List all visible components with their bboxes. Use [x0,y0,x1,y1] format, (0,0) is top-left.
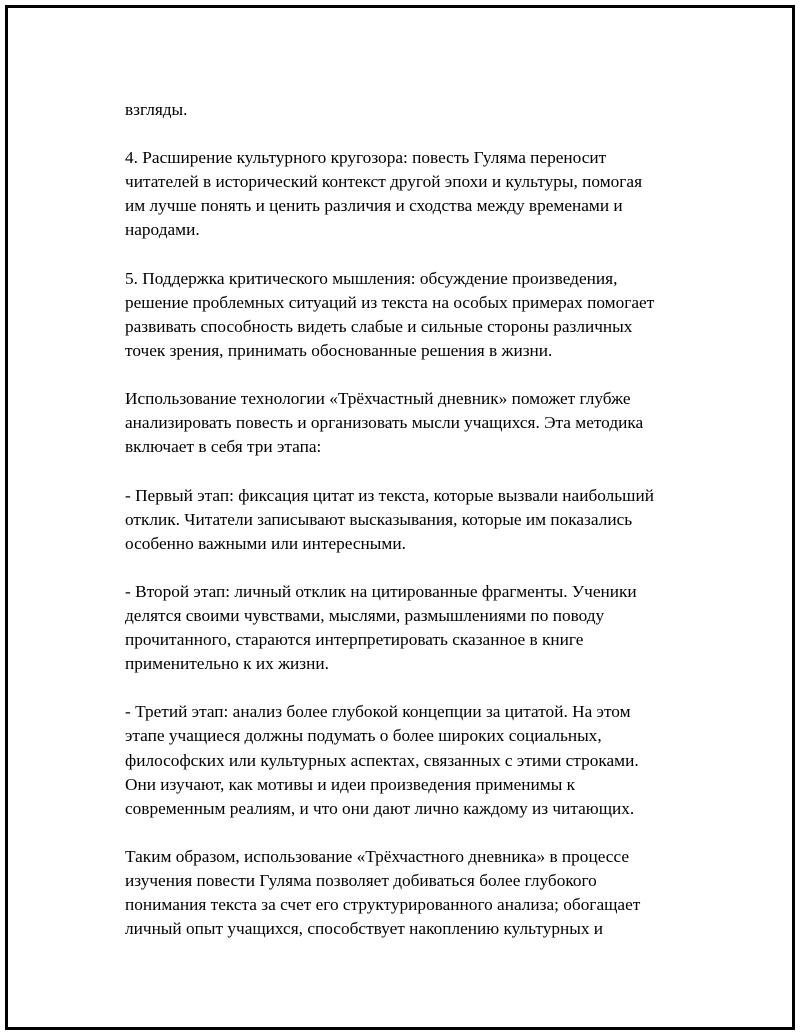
text-line: взгляды. [125,100,188,119]
text-line: точек зрения, принимать обоснованные решения в жизни. [125,340,553,360]
text-line: философских или культурных аспектах, связанных с этими строками. [125,750,639,770]
paragraph-stage-1 [125,484,705,556]
text-line: - Второй этап: личный отклик на цитированные фрагменты. Ученики [125,581,637,601]
text-line: этапе учащиеся должны подумать о более широких социальных, [125,726,602,746]
text-line: Использование технологии «Трёхчастный дневник» поможет глубже [125,389,631,409]
paragraph-stage-3 [125,700,705,820]
text-line: изучения повести Гуляма позволяет добиваться более глубокого [125,871,597,890]
text-line: прочитанного, стараются интерпретировать сказанное в книге [125,630,584,650]
text-line: им лучше понять и ценить различия и сходства между временами и [125,196,623,216]
paragraph-method-intro [125,387,705,459]
text-line: решение проблемных ситуаций из текста на особых примерах помогает [125,292,655,312]
text-line: включает в себя три этапа: [125,437,322,457]
page-frame [5,5,795,1030]
text-line: современным реалиям, и что они дают лично каждому из читающих. [125,798,635,818]
text-line: развивать способность видеть слабые и сильные стороны различных [125,316,633,336]
paragraph-point-4 [125,146,705,242]
text-line: народами. [125,220,200,240]
document-body [125,98,705,941]
text-line: - Первый этап: фиксация цитат из текста, которые вызвали наибольший [125,485,654,505]
text-line: - Третий этап: анализ более глубокой концепции за цитатой. На этом [125,702,631,722]
text-line: делятся своими чувствами, мыслями, размышлениями по поводу [125,605,605,625]
text-line: Они изучают, как мотивы и идеи произведения применимы к [125,774,576,794]
text-line: Таким образом, использование «Трёхчастного дневника» в процессе [125,846,630,866]
paragraph-point-5 [125,267,705,363]
paragraph-stage-2 [125,580,705,676]
text-line: применительно к их жизни. [125,654,329,674]
text-line: отклик. Читатели записывают высказывания, которые им показались [125,509,633,529]
text-line: читателей в исторический контекст другой эпохи и культуры, помогая [125,172,643,192]
text-line: анализировать повесть и организовать мысли учащихся. Эта методика [125,413,644,433]
paragraph-conclusion [125,845,705,941]
text-line: понимания текста за счет его структурированного анализа; обогащает [125,895,641,915]
text-line: личный опыт учащихся, способствует накоплению культурных и [125,919,604,939]
paragraph-continuation [125,98,705,122]
text-line: 5. Поддержка критического мышления: обсуждение произведения, [125,268,618,288]
text-line: особенно важными или интересными. [125,533,406,553]
text-line: 4. Расширение культурного кругозора: повесть Гуляма переносит [125,148,607,168]
